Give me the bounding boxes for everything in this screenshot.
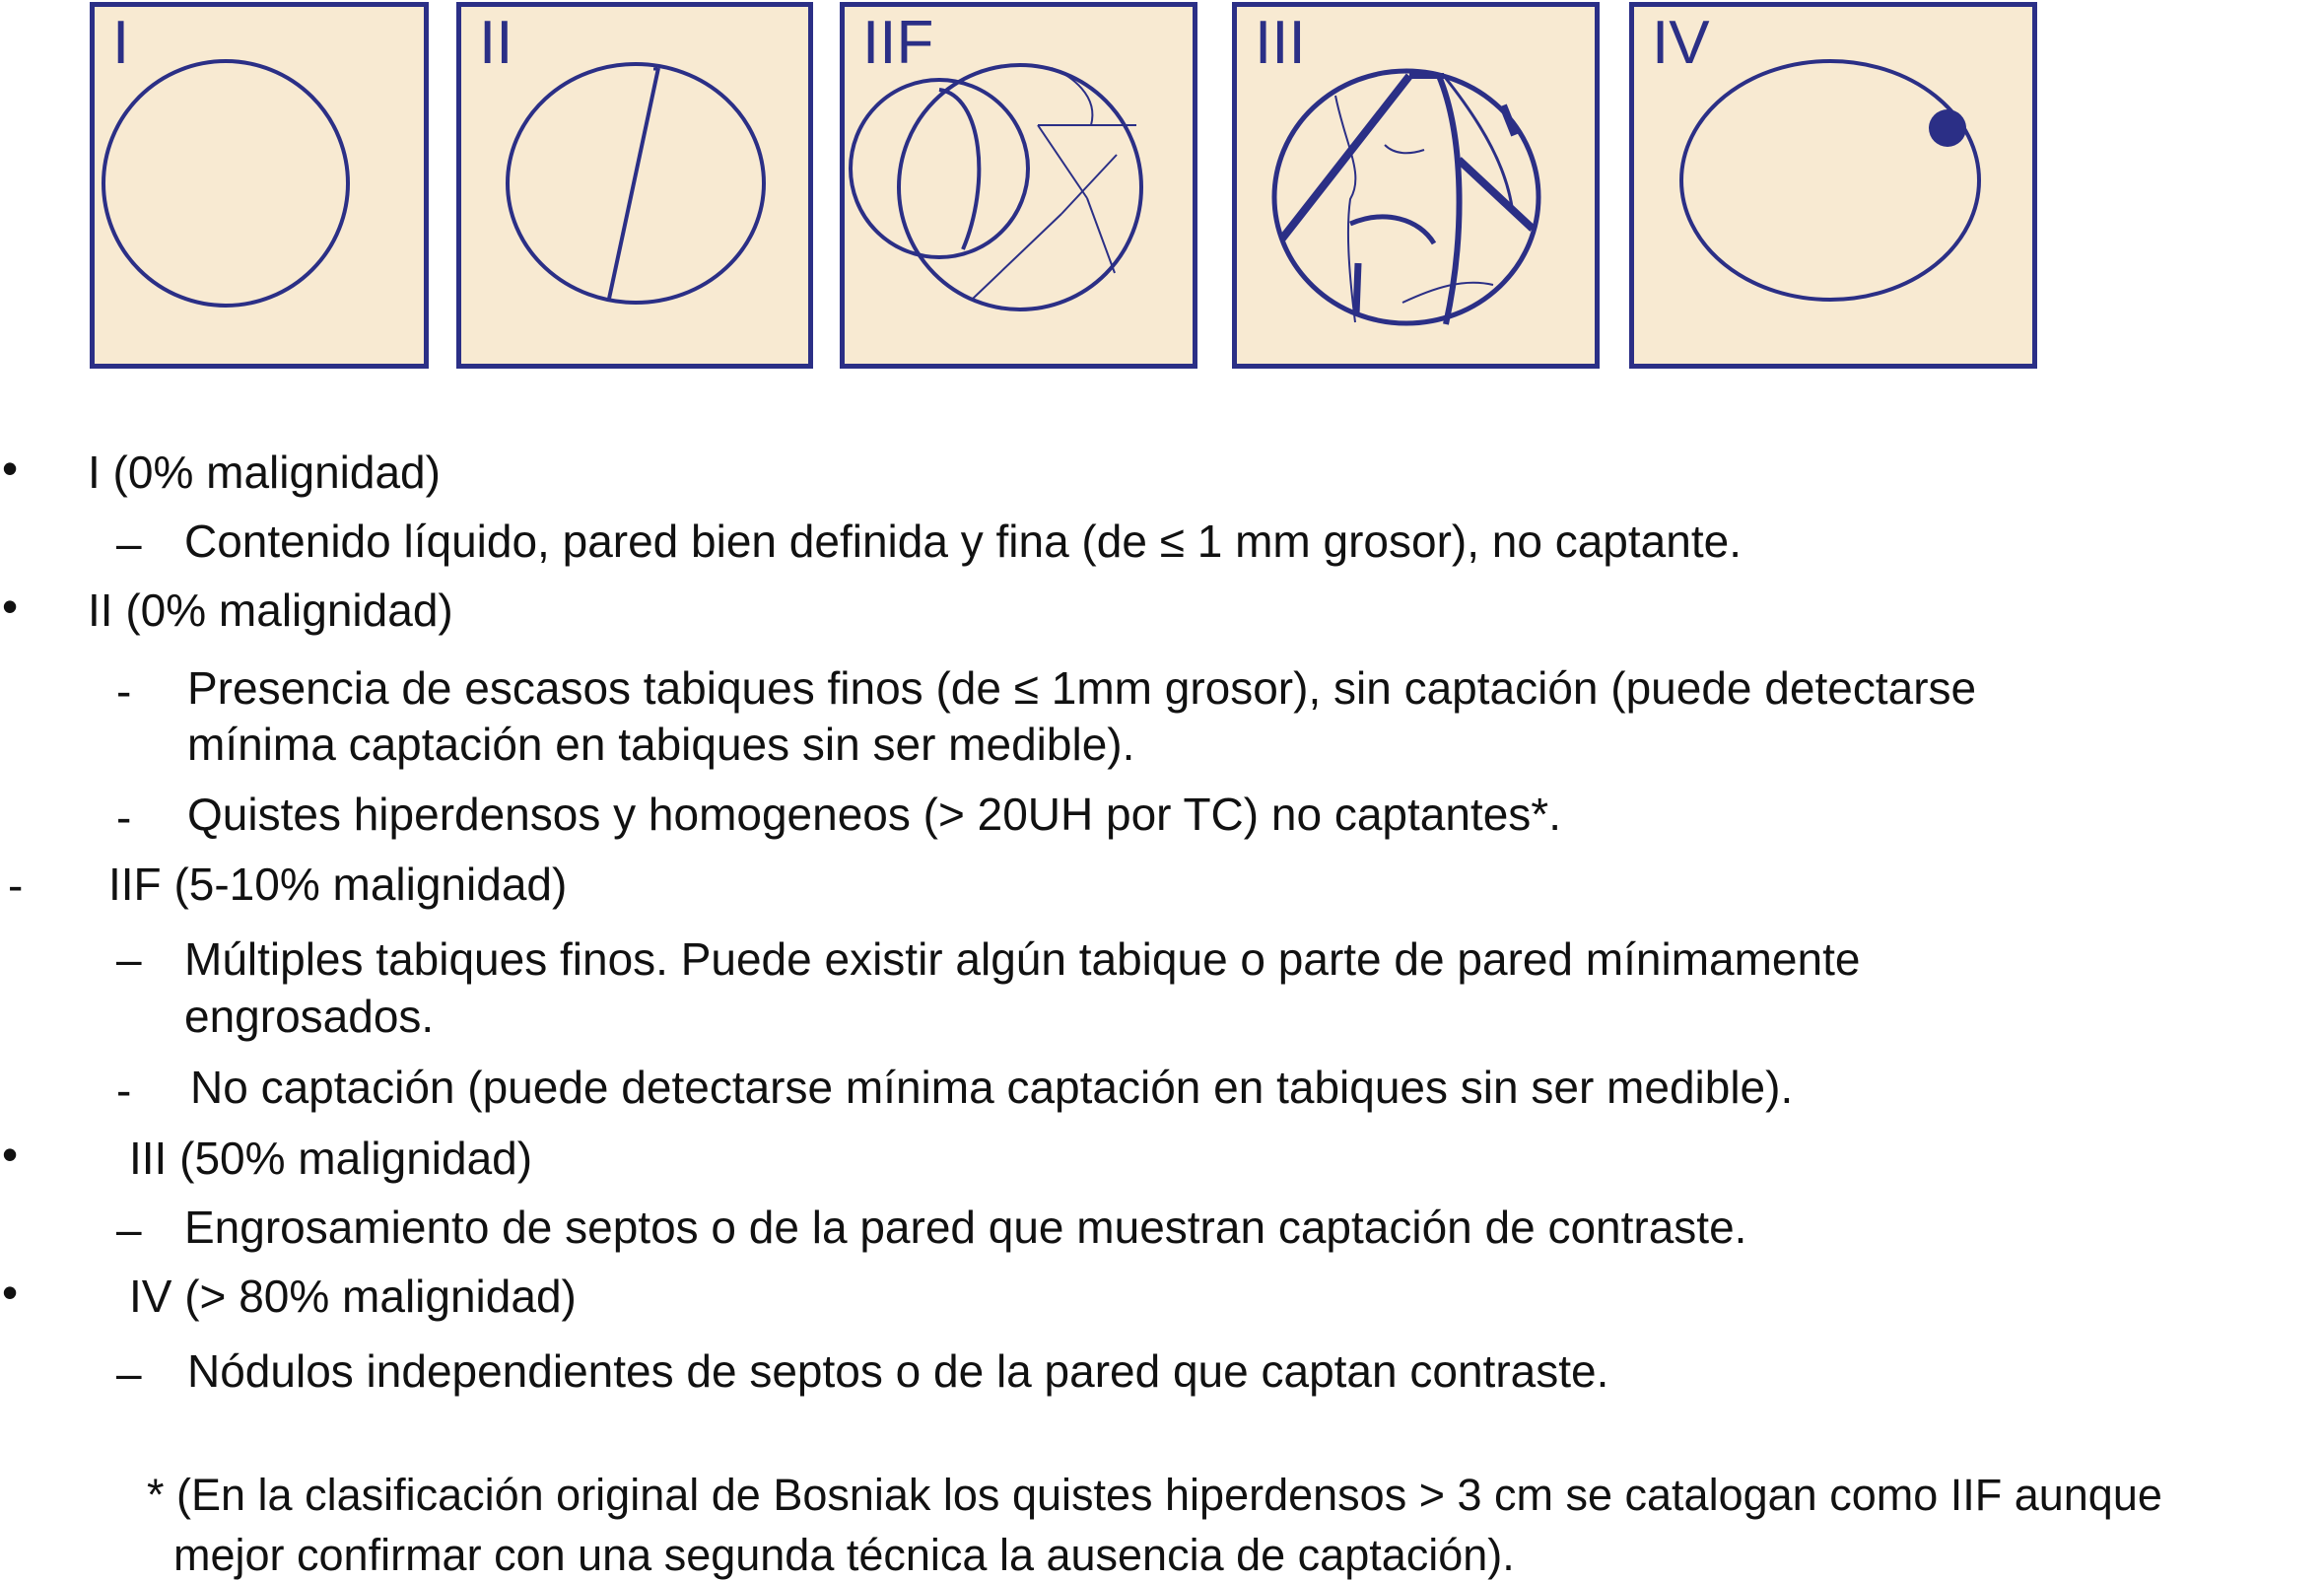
panel-label: III	[1255, 9, 1306, 77]
bullet-marker: •	[2, 443, 19, 494]
category-iii-title: III (50% malignidad)	[129, 1133, 533, 1184]
thick-septa-cyst-icon	[1237, 7, 1595, 364]
category-ii-detail-1-cont: mínima captación en tabiques sin ser medible).	[187, 719, 1135, 770]
category-i-title: I (0% malignidad)	[88, 447, 441, 498]
category-iii-detail: Engrosamiento de septos o de la pared que muestran captación de contraste.	[184, 1202, 1747, 1253]
category-iif-detail-1-cont: engrosados.	[184, 991, 435, 1042]
panel-category-iii	[1232, 2, 1600, 369]
dash-marker: –	[116, 517, 142, 569]
footnote-line-2: mejor confirmar con una segunda técnica la ausencia de captación).	[173, 1530, 1515, 1580]
category-i-detail: Contenido líquido, pared bien definida y fina (de ≤ 1 mm grosor), no captante.	[184, 515, 1742, 567]
dash-marker: -	[116, 791, 132, 843]
bullet-marker: •	[2, 1129, 19, 1180]
dash-marker: –	[116, 933, 142, 985]
footnote-line-1: * (En la clasificación original de Bosniak los quistes hiperdensos > 3 cm se catalogan como IIF aunque	[147, 1470, 2162, 1520]
panel-category-iv	[1629, 2, 2037, 369]
category-iv-title: IV (> 80% malignidad)	[129, 1271, 577, 1322]
category-iif-detail-1: Múltiples tabiques finos. Puede existir algún tabique o parte de pared mínimamente	[184, 933, 1861, 985]
dash-marker: -	[116, 665, 132, 717]
bullet-marker: •	[2, 1267, 19, 1318]
panel-label: II	[479, 9, 513, 77]
panel-label: I	[112, 9, 130, 77]
category-iif-title: IIF (5-10% malignidad)	[108, 859, 568, 910]
dash-marker: –	[116, 1203, 142, 1255]
bullet-marker: •	[2, 581, 19, 632]
panel-label: IV	[1652, 9, 1710, 77]
dash-marker: -	[8, 859, 24, 911]
nodular-cyst-icon	[1634, 7, 2032, 364]
dash-marker: –	[116, 1347, 142, 1399]
panel-label: IIF	[862, 9, 934, 77]
septated-cyst-icon	[461, 7, 808, 364]
panel-category-i	[90, 2, 429, 369]
panel-category-ii	[456, 2, 813, 369]
category-ii-title: II (0% malignidad)	[88, 584, 453, 636]
category-ii-detail-1: Presencia de escasos tabiques finos (de ≤ 1mm grosor), sin captación (puede detectarse	[187, 662, 1977, 714]
multiseptated-cyst-icon	[845, 7, 1193, 364]
panel-category-iif	[840, 2, 1197, 369]
category-iif-detail-2: No captación (puede detectarse mínima captación en tabiques sin ser medible).	[190, 1062, 1794, 1113]
dash-marker: -	[116, 1065, 132, 1116]
category-iv-detail: Nódulos independientes de septos o de la pared que captan contraste.	[187, 1345, 1609, 1397]
category-ii-detail-2: Quistes hiperdensos y homogeneos (> 20UH por TC) no captantes*.	[187, 789, 1561, 840]
simple-cyst-icon	[95, 7, 424, 364]
